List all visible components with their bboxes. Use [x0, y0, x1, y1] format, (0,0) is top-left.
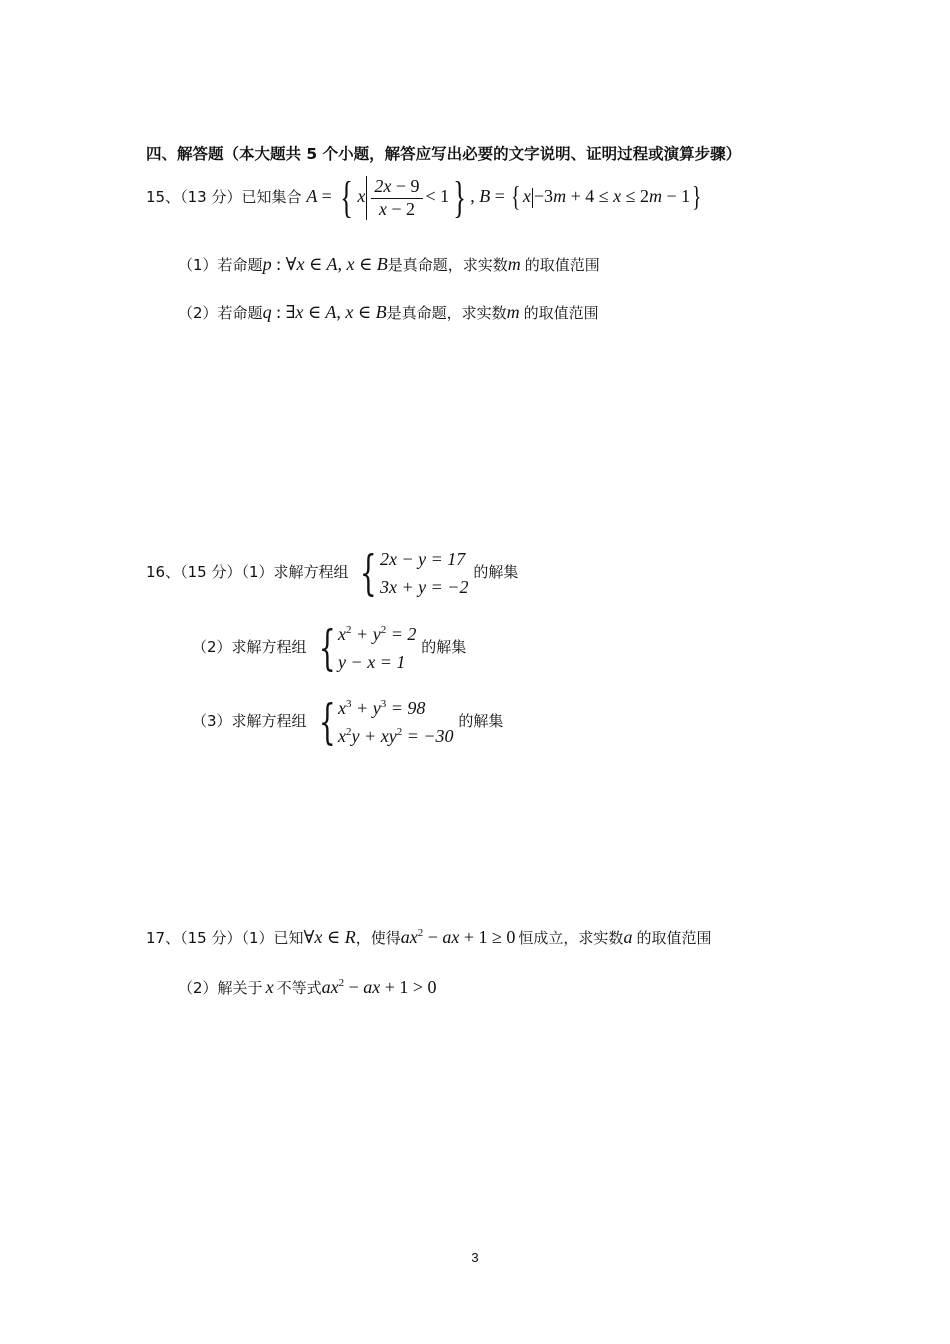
problem-17-number: 17、（15 分） — [146, 929, 242, 947]
part-text: 若命题 — [217, 304, 263, 322]
proposition-p: p : ∀x ∈ A, x ∈ B — [262, 254, 388, 274]
part-text: 求解方程组 — [231, 712, 307, 730]
equation-system-3: { $x^3 + y^3 = 98$ $x^2y + xy^2 = -30$ — [318, 694, 454, 750]
problem-15-part-1 — [178, 254, 600, 276]
part-label: （1） — [241, 563, 274, 581]
problem-16-number: 16、（15 分） — [146, 563, 242, 581]
equation: 2x − y = 17 — [380, 549, 466, 569]
equation-system-1: { 2x − y = 17 3x + y = −2 — [360, 545, 469, 601]
part-text: 恒成立，求实数 — [518, 929, 624, 947]
part-label: （1） — [241, 929, 274, 947]
variable-m: m — [507, 254, 521, 274]
problem-15-number: 15、（13 分） — [146, 188, 242, 207]
equation: $x^2y + xy^2 = -30$ — [338, 726, 454, 746]
part-label: （2） — [178, 304, 218, 322]
inequality-expression: $ax^2$ − ax + 1 ≥ 0 — [400, 927, 516, 947]
part-text: ，使得 — [355, 929, 401, 947]
equation: 3x + y = −2 — [380, 577, 469, 597]
part-text: 解关于 — [217, 979, 263, 997]
part-text: 不等式 — [276, 979, 322, 997]
variable-x: x — [265, 977, 274, 997]
part-text: 是真命题，求实数 — [386, 304, 507, 322]
part-label: （3） — [192, 712, 232, 730]
problem-17-part-1 — [146, 927, 711, 949]
equation: $x^3 + y^3 = 98$ — [338, 698, 426, 718]
problem-17-part-2 — [178, 977, 437, 999]
problem-16-part-2 — [192, 620, 466, 676]
page-number: 3 — [471, 1250, 479, 1265]
part-text: 求解方程组 — [231, 638, 307, 656]
variable-m: m — [506, 302, 520, 322]
part-text: 已知 — [273, 929, 304, 947]
problem-16-part-3 — [192, 694, 503, 750]
proposition-q: q : ∃x ∈ A, x ∈ B — [262, 302, 387, 322]
problem-15-intro: 已知集合 — [241, 188, 302, 207]
part-label: （1） — [178, 256, 218, 274]
part-text: 的解集 — [473, 563, 519, 581]
part-text: 是真命题，求实数 — [387, 256, 508, 274]
part-text: 的解集 — [458, 712, 504, 730]
problem-15-part-2 — [178, 302, 599, 324]
problem-15-stem — [146, 173, 704, 223]
part-label: （2） — [178, 979, 218, 997]
part-text: 的取值范围 — [523, 304, 599, 322]
part-text: 求解方程组 — [273, 563, 349, 581]
section-title: 四、解答题（本大题共 5 个小题，解答应写出必要的文字说明、证明过程或演算步骤） — [146, 145, 742, 163]
set-a-expression: A = { x $\frac{2x - 9}{x - 2}$ < 1} , B = { x −3m + 4 ≤ x ≤ 2m − 1} — [306, 173, 702, 223]
problem-16-part-1 — [146, 545, 518, 601]
part-text: 的取值范围 — [636, 929, 712, 947]
forall-x-in-r: ∀x ∈ R — [303, 927, 356, 947]
part-label: （2） — [192, 638, 232, 656]
part-text: 的取值范围 — [524, 256, 600, 274]
variable-a: a — [623, 927, 633, 947]
part-text: 若命题 — [217, 256, 263, 274]
part-text: 的解集 — [421, 638, 467, 656]
equation: $x^2 + y^2 = 2$ — [338, 624, 417, 644]
equation: y − x = 1 — [338, 652, 406, 672]
inequality-expression: $ax^2$ − ax + 1 > 0 — [321, 977, 437, 997]
equation-system-2: { $x^2 + y^2 = 2$ y − x = 1 — [318, 620, 417, 676]
